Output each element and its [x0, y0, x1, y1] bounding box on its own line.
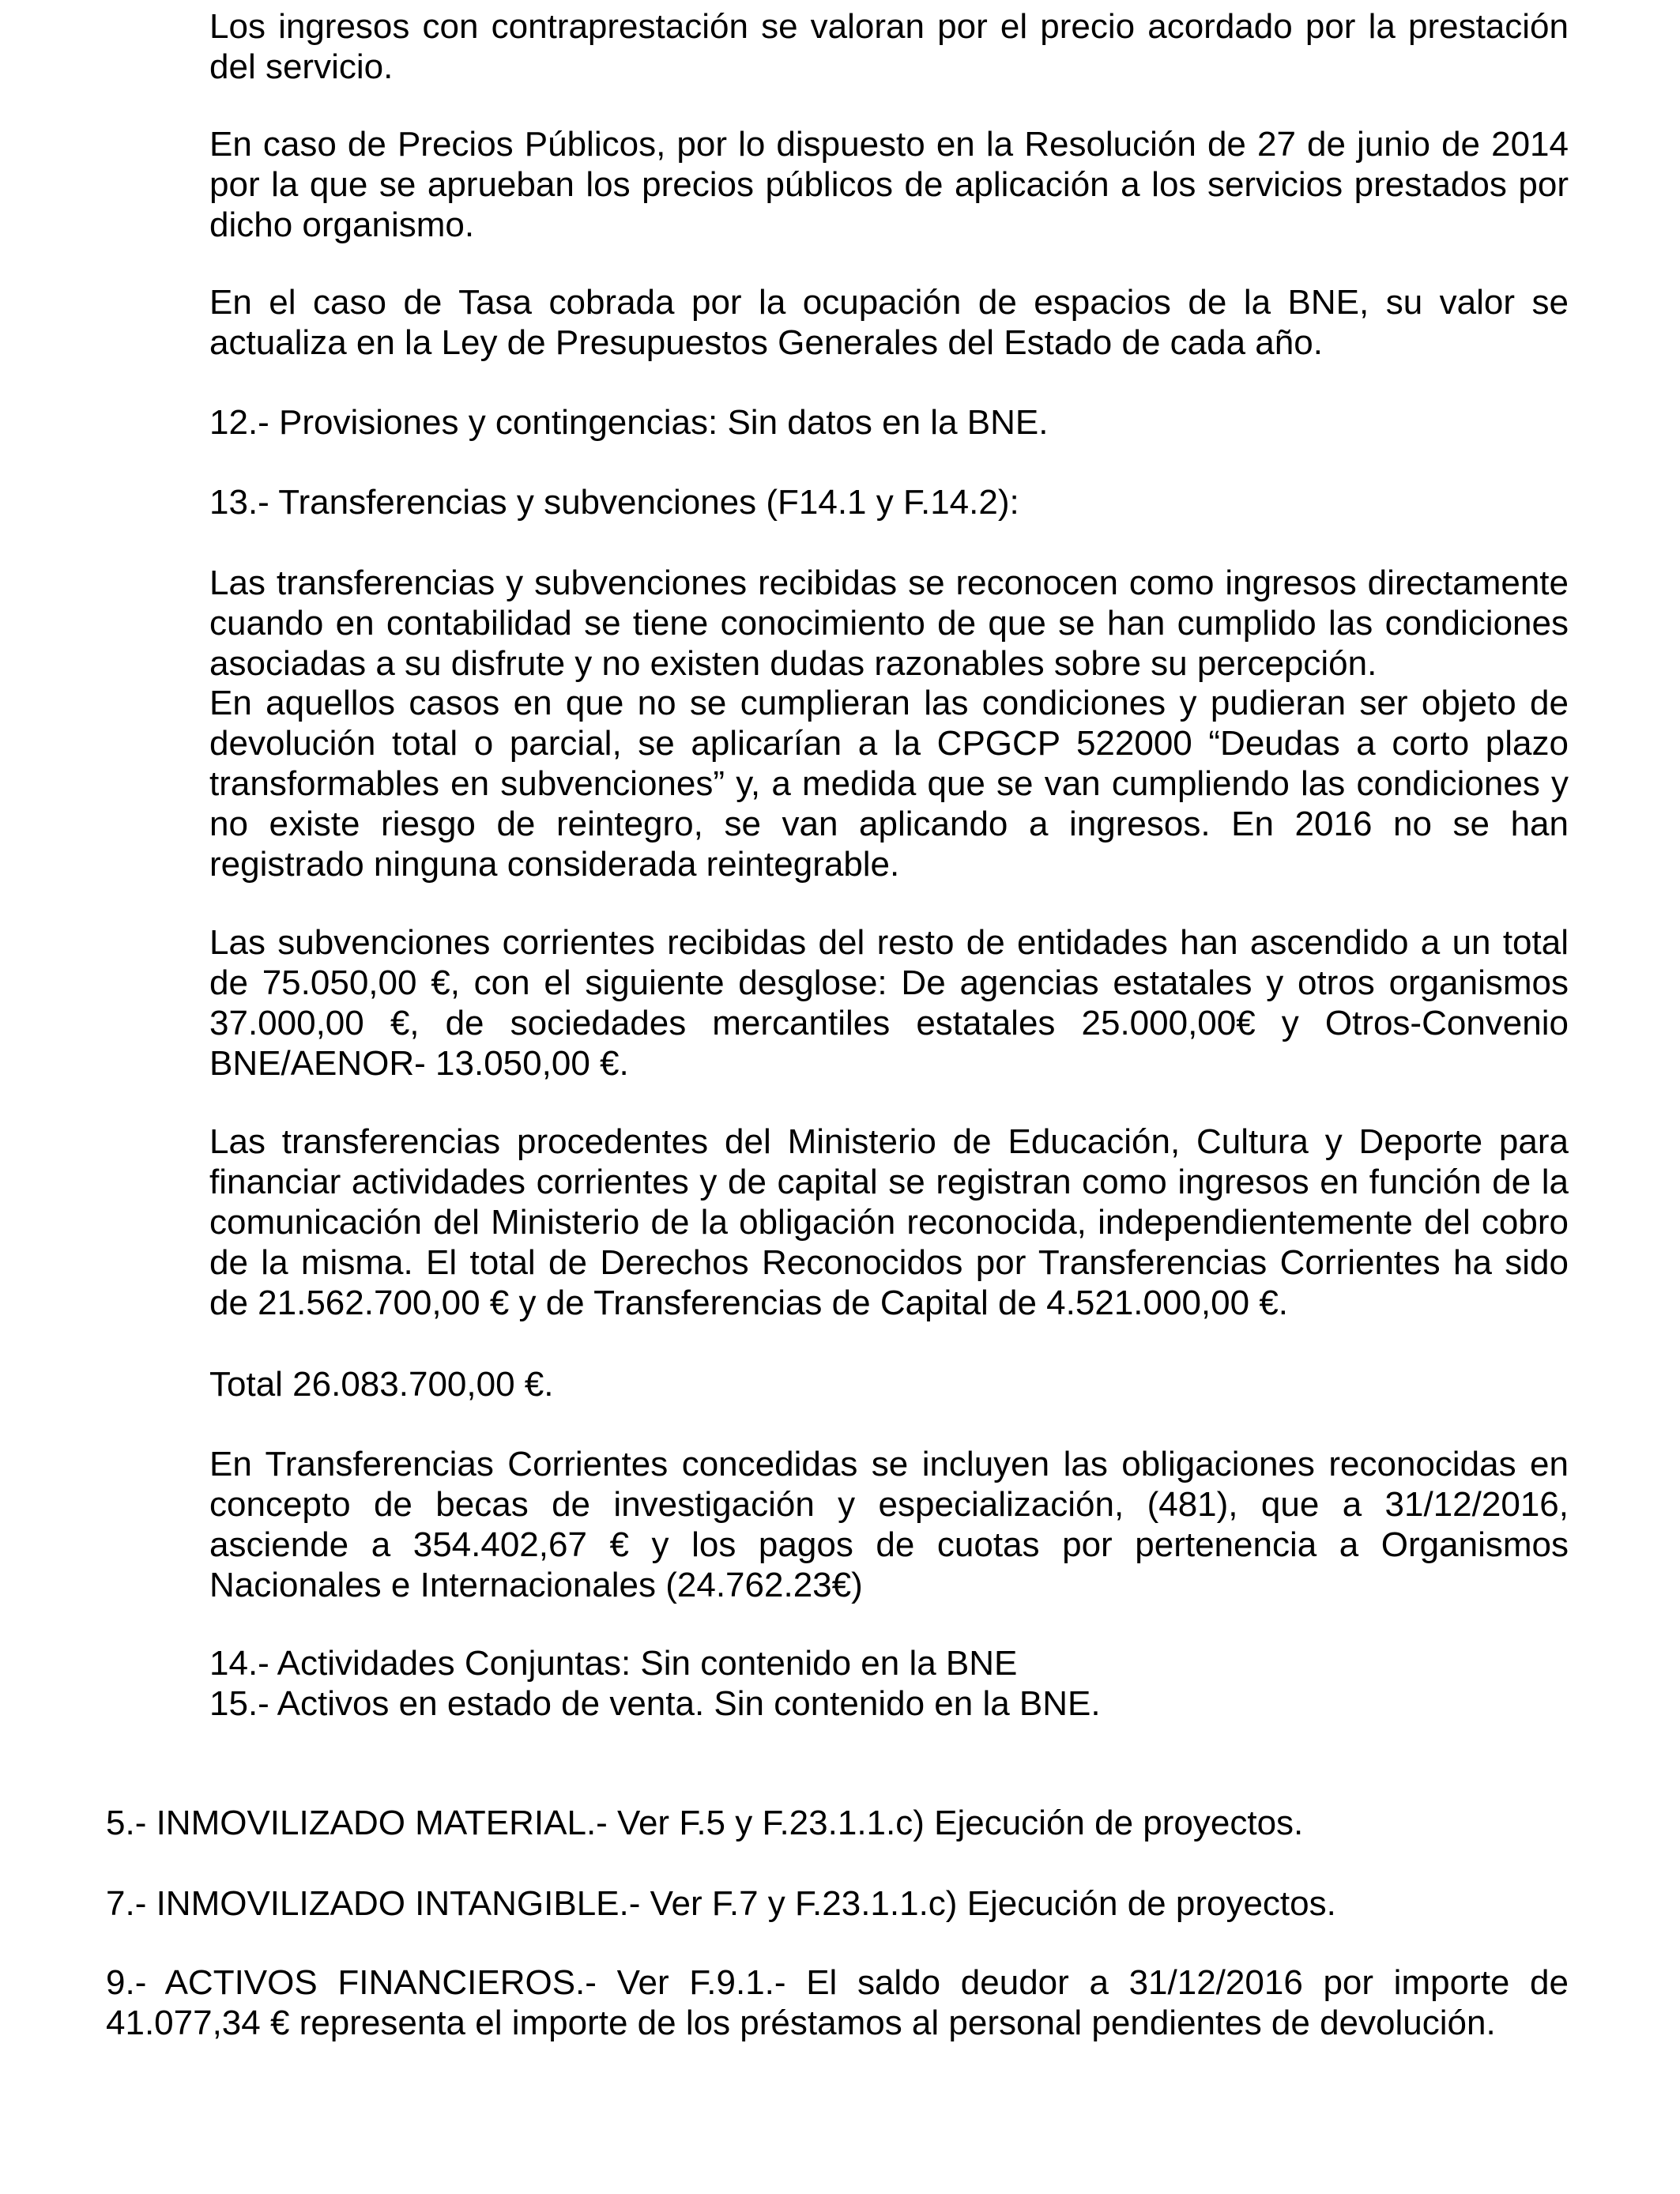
paragraph-subvenciones-corrientes: Las subvenciones corrientes recibidas del resto de entidades han ascendido a un total de 75.050,00 €, con el siguiente desglose: De agencias estatales y otros organismos 37.000,00 €, de sociedades mercantiles estatales 25.000,00€ y Otros-Convenio BNE/AENOR- 13.050,00 €. [209, 923, 1569, 1083]
paragraph-transferencias-ministerio: Las transferencias procedentes del Ministerio de Educación, Cultura y Deporte para financiar actividades corrientes y de capital se registran como ingresos en función de la comunicación del Ministerio de la obligación reconocida, independientemente del cobro de la misma. El total de Derechos Reconocidos por Transferencias Corrientes ha sido de 21.562.700,00 € y de Transferencias de Capital de 4.521.000,00 €. [209, 1122, 1569, 1322]
section-5-inmovilizado-material: 5.- INMOVILIZADO MATERIAL.- Ver F.5 y F.23.1.1.c) Ejecución de proyectos. [106, 1804, 1304, 1842]
paragraph-condiciones-devolucion: En aquellos casos en que no se cumplieran las condiciones y pudieran ser objeto de devolución total o parcial, se aplicarían a la CPGCP 522000 “Deudas a corto plazo transformables en subvenciones” y, a medida que se van cumpliendo las condiciones y no existe riesgo de reintegro, se van aplicando a ingresos. En 2016 no se han registrado ninguna considerada reintegrable. [209, 684, 1569, 884]
section-14-actividades-conjuntas: 14.- Actividades Conjuntas: Sin contenido en la BNE [209, 1644, 1018, 1683]
paragraph-tasa-ocupacion: En el caso de Tasa cobrada por la ocupación de espacios de la BNE, su valor se actualiza en la Ley de Presupuestos Generales del Estado de cada año. [209, 283, 1569, 362]
section-7-inmovilizado-intangible: 7.- INMOVILIZADO INTANGIBLE.- Ver F.7 y F.23.1.1.c) Ejecución de proyectos. [106, 1884, 1336, 1923]
paragraph-reconocimiento-transferencias: Las transferencias y subvenciones recibidas se reconocen como ingresos directamente cuando en contabilidad se tiene conocimiento de que se han cumplido las condiciones asociadas a su disfrute y no existen dudas razonables sobre su percepción. [209, 564, 1569, 683]
paragraph-precios-publicos: En caso de Precios Públicos, por lo dispuesto en la Resolución de 27 de junio de 2014 por la que se aprueban los precios públicos de aplicación a los servicios prestados por dicho organismo. [209, 125, 1569, 244]
paragraph-ingresos-contraprestacion: Los ingresos con contraprestación se valoran por el precio acordado por la prestación del servicio. [209, 7, 1569, 86]
paragraph-transferencias-concedidas: En Transferencias Corrientes concedidas se incluyen las obligaciones reconocidas en concepto de becas de investigación y especialización, (481), que a 31/12/2016, asciende a 354.402,67 € y los pagos de cuotas por pertenencia a Organismos Nacionales e Internacionales (24.762.23€) [209, 1445, 1569, 1604]
section-15-activos-venta: 15.- Activos en estado de venta. Sin contenido en la BNE. [209, 1684, 1101, 1723]
section-12-provisiones: 12.- Provisiones y contingencias: Sin datos en la BNE. [209, 403, 1049, 442]
section-9-activos-financieros: 9.- ACTIVOS FINANCIEROS.- Ver F.9.1.- El saldo deudor a 31/12/2016 por importe de 41.077,34 € representa el importe de los préstamos al personal pendientes de devolución. [106, 1963, 1569, 2042]
paragraph-total: Total 26.083.700,00 €. [209, 1365, 554, 1404]
section-13-transferencias: 13.- Transferencias y subvenciones (F14.1 y F.14.2): [209, 483, 1019, 522]
